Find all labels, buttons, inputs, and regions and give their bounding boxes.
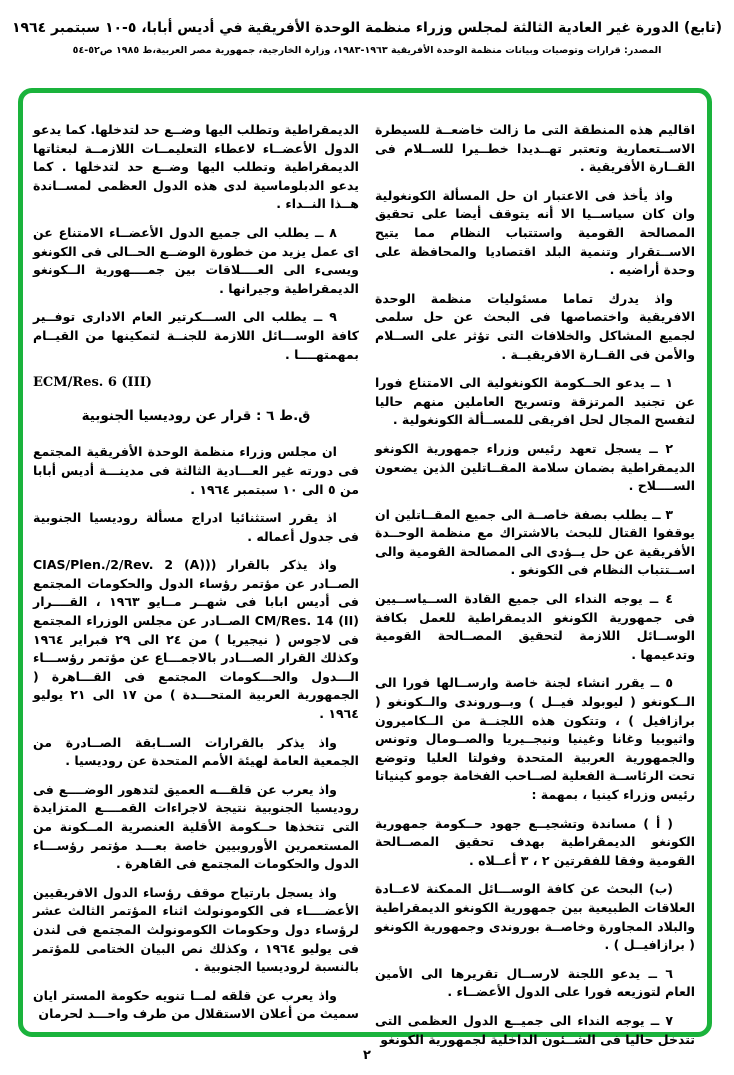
paragraph: ( أ ) مساندة وتشجيــع جهود حــكومة جمهورية الكونغو الديمقراطية بهدف تحقيق المصــالحة القومية وفقا للفقرتين ٢ ، ٣ أعــلاه . <box>374 815 695 868</box>
paragraph: ٣ ــ يطلب بصفة خاصــة الى جميع المقــاتلين ان يوقفوا القتال للبحث بالاشتراك مع منظمة الوحــدة الأفريقية عن حل يــؤدى الى المصالحة القومية والى اســتتباب النظام فى الكونغو . <box>374 506 695 578</box>
paragraph: واذ يأخذ فى الاعتبار ان حل المسألة الكونغولية وان كان سياســيا الا أنه يتوقف أيضا على تحقيق المصالحة القومية واستتباب النظام مما يتيح الاســتقرار وتنمية البلد اقتصاديا والمحافظة على وحدة أراضيه . <box>374 187 695 278</box>
column-left <box>33 121 359 1032</box>
paragraph: (ب) البحث عن كافة الوســـائل الممكنة لاعــادة العلاقات الطبيعية بين جمهورية الكونغو الديمقراطية والبلاد المجاورة وخاصــة بوروندى وجمهورية الكونغو ( برازافيــل ) . <box>374 881 695 953</box>
paragraph: ٢ ــ يسجل تعهد رئيس وزراء جمهورية الكونغو الديمقراطية بضمان سلامة المقــاتلين الذين يضعون الســــلاح . <box>374 440 695 494</box>
paragraph: واذ يعرب عن قلقه لمــا تنويه حكومة المستر ايان سميث من أعلان الاستقلال من طرف واحـــد لحرمان <box>33 987 359 1022</box>
paragraph: ١ ــ يدعو الحــكومة الكونغولية الى الامتناع فورا عن تجنيد المرتزقة وتسريح العاملين منهم حاليا لتفسح المجال لحل افريقى للمســألة الكونغولية . <box>374 375 695 428</box>
column-right <box>374 121 695 1047</box>
paragraph: اقاليم هذه المنطقة التى ما زالت خاضعــة للسيطرة الاســتعمارية وتعتبر تهــديدا خطــيرا للســلام فى القــارة الأفريقية . <box>374 122 695 175</box>
paragraph: اذ يقرر استثنائيا ادراج مسألة روديسيا الجنوبية فى جدول أعماله . <box>33 510 359 544</box>
paragraph: الديمقراطية وتطلب اليها وضــع حد لتدخلها. كما يدعو الدول الأعضــاء لاعطاء التعليمــات اللازمــة لبعثاتها الديمقراطية وتطلب اليها وضــع حد لتدخلها . كما يدعو الدبلوماسية لدى هذه الدول العظمى لمســاندة هــذا النــداء . <box>33 122 359 212</box>
paragraph: واذ يذكر بالقرار ((CIAS/Plen./2/Rev. 2 (A) الصــادر عن مؤتمر رؤساء الدول والحكومات المجتمع فى أديس ابابا فى شهــر مــايو ١٩٦٣ ، القــــرار CM/Res. 14 (II) الصــادر عن مجلس الوزراء المجتمع فى لاجوس ( نيجيريا ) من ٢٤ الى ٢٩ فبراير ١٩٦٤ وكذلك القرار الصـــادر بالاجمـــاع عن مؤتمر رؤســـاء الـــدول والحـــكومات المجتمع فى القـــاهرة ( الجمهورية العربية المتحـــدة ) من ١٧ الى ٢١ يوليو ١٩٦٤ . <box>33 557 359 722</box>
paragraph: واذ يدرك تماما مسئوليات منظمة الوحدة الافريقية واختصاصها فى البحث عن حل سلمى لجميع المشاكل والخلافات التى تؤثر على الســلام والأمن فى القــارة الافريقيــة . <box>374 290 695 362</box>
document-border-box <box>18 88 712 1047</box>
paragraph: ان مجلس وزراء منظمة الوحدة الأفريقية المجتمع فى دورته غير العـــادية الثالثة فى مدينـــة أديس أبابا من ٥ الى ١٠ سبتمبر ١٩٦٤ . <box>33 444 359 497</box>
document-content <box>23 93 707 1047</box>
paragraph: ٤ ــ يوجه النداء الى جميع القادة الســياســيين فى جمهورية الكونغو الديمقراطية للعمل بكافة الوســائل اللازمة لتحقيق المصــالحة القومية وتدعيمها . <box>374 591 695 662</box>
header-title: (تابع) الدورة غير العادية الثالثة لمجلس وزراء منظمة الوحدة الأفريقية في أديس أبابا، ٥-١٠ سبتمبر ١٩٦٤ <box>11 20 723 36</box>
paragraph: ٨ ــ يطلب الى جميع الدول الأعضــاء الامتناع عن اى عمل يزيد من خطورة الوضــع الحــالى فى الكونغو ويسىء الى العــــلاقات بين جمــــهورية الــكونغو الديمقراطية وجيرانها . <box>33 224 359 296</box>
page-number: ٢ <box>363 1048 371 1063</box>
paragraph: ٩ ــ يطلب الى الســـكرتير العام الادارى توفــير كافة الوســـائل اللازمة للجنــة لتمكينها من القيــام بمهمتهــــا . <box>33 309 359 362</box>
paragraph: ٧ ــ يوجه النداء الى جميــع الدول العظمى التى تتدخل حاليا فى الشــئون الداخلية لجمهورية الكونغو <box>374 1012 695 1047</box>
paragraph: واذ يذكر بالقرارات الســابقة الصــادرة من الجمعية العامة لهيئة الأمم المتحدة عن روديسيا . <box>33 734 359 769</box>
section-heading: ق.ط ٦ : قرار عن روديسيا الجنوبية <box>81 407 311 424</box>
paragraph: واذ يعرب عن قلقـــه العميق لتدهور الوضــــع فى روديسيا الجنوبية نتيجة لاجراءات القمــــع المتزايدة التى تتخذها حــكومة الأقلية العنصرية المــكونة من المستعمرين الأوروبيين خاصة بعـــد مؤتمر رؤســـاء الدول والحكومات المجتمع فى القاهرة . <box>33 781 359 872</box>
paragraph: ٦ ــ يدعو اللجنة لارســال تقريرها الى الأمين العام لتوزيعه فورا على الدول الأعضــاء . <box>374 965 695 1000</box>
header-source: المصدر: قرارات وتوصيات وبيانات منظمة الوحدة الأفريقية ١٩٦٣-١٩٨٣، وزارة الخارجية، جمهورية مصر العربية،ط ١٩٨٥ ص٥٢-٥٤ <box>72 45 662 56</box>
resolution-code: ECM/Res. 6 (III) <box>33 375 152 391</box>
paragraph: ٥ ــ يقرر انشاء لجنة خاصة وارســالها فورا الى الــكونغو ( ليوبولد فيــل ) وبــوروندى والــكونغو ( برازافيل ) ، وتتكون هذه اللجنــة من الــكاميرون واثيوبيا وغانا وغينيا ونيجــيريا والصــومال وتونس والجمهورية العربية المتحدة وفولتا العليا وتوضع تحت الرئاســة الفعلية لصــاحب الفخامة جومو كينياتا رئيس وزراء كينيا ، بمهمة : <box>374 675 695 802</box>
paragraph: واذ يسجل بارتياح موقف رؤساء الدول الافريقيين الأعضــــاء فى الكومونولث اثناء المؤتمر الثالث عشر لرؤساء دول وحكومات الكومونولث المجتمع فى لندن فى يوليو ١٩٦٤ ، وكذلك نص البيان الختامى للمؤتمر بالنسبة لروديسيا الجنوبية . <box>33 884 359 975</box>
page-header <box>0 18 734 56</box>
